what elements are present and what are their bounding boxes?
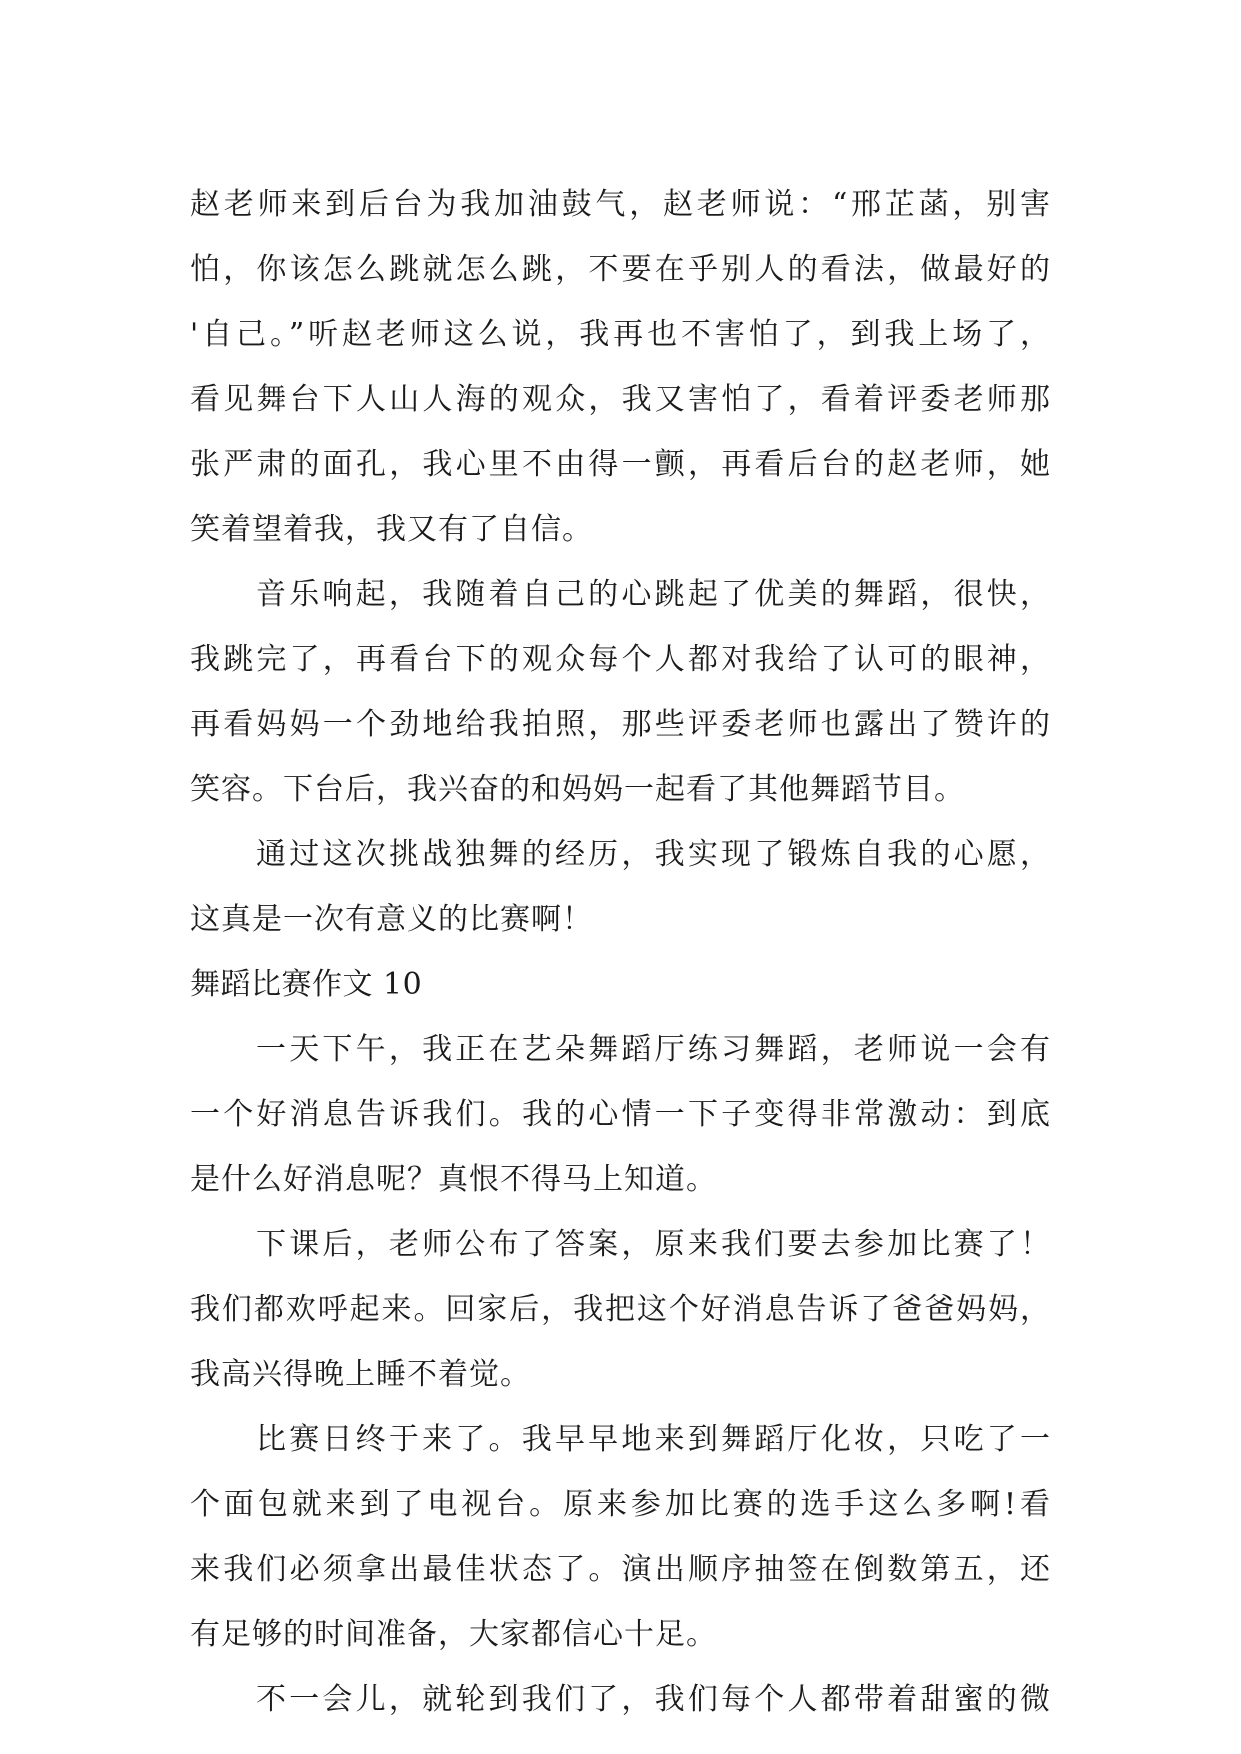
text-line: 怕，你该怎么跳就怎么跳，不要在乎别人的看法，做最好的: [190, 252, 1051, 287]
paragraph-first-line: 一天下午，我正在艺朵舞蹈厅练习舞蹈，老师说一会有: [256, 1032, 1051, 1067]
text-line: 个面包就来到了电视台。原来参加比赛的选手这么多啊!看: [190, 1487, 1051, 1522]
text-line: 我们都欢呼起来。回家后，我把这个好消息告诉了爸爸妈妈，: [190, 1292, 1051, 1327]
paragraph-first-line: 下课后，老师公布了答案，原来我们要去参加比赛了！: [256, 1227, 1051, 1262]
body-text: [190, 172, 1051, 1732]
paragraph-first-line: 通过这次挑战独舞的经历，我实现了锻炼自我的心愿，: [256, 837, 1051, 872]
text-line: 赵老师来到后台为我加油鼓气，赵老师说：“邢芷菡，别害: [190, 187, 1051, 222]
text-line: 笑着望着我，我又有了自信。: [190, 512, 593, 547]
text-line: 一个好消息告诉我们。我的心情一下子变得非常激动：到底: [190, 1097, 1051, 1132]
text-line: 这真是一次有意义的比赛啊！: [190, 902, 593, 937]
text-line: 张严肃的面孔，我心里不由得一颤，再看后台的赵老师，她: [190, 447, 1051, 482]
text-line: 是什么好消息呢？真恨不得马上知道。: [190, 1162, 717, 1197]
essay-title: 舞蹈比赛作文 10: [190, 967, 423, 1002]
text-line: 我高兴得晚上睡不着觉。: [190, 1357, 531, 1392]
text-line: '自己。”听赵老师这么说，我再也不害怕了，到我上场了，: [190, 317, 1051, 352]
text-line: 有足够的时间准备，大家都信心十足。: [190, 1617, 717, 1652]
paragraph-first-line: 不一会儿，就轮到我们了，我们每个人都带着甜蜜的微: [256, 1682, 1051, 1717]
paragraph-first-line: 比赛日终于来了。我早早地来到舞蹈厅化妆，只吃了一: [256, 1422, 1051, 1457]
text-line: 笑容。下台后，我兴奋的和妈妈一起看了其他舞蹈节目。: [190, 772, 965, 807]
text-line: 来我们必须拿出最佳状态了。演出顺序抽签在倒数第五，还: [190, 1552, 1051, 1587]
text-line: 我跳完了，再看台下的观众每个人都对我给了认可的眼神，: [190, 642, 1051, 677]
text-line: 看见舞台下人山人海的观众，我又害怕了，看着评委老师那: [190, 382, 1051, 417]
paragraph-first-line: 音乐响起，我随着自己的心跳起了优美的舞蹈，很快，: [256, 577, 1051, 612]
text-line: 再看妈妈一个劲地给我拍照，那些评委老师也露出了赞许的: [190, 707, 1051, 742]
